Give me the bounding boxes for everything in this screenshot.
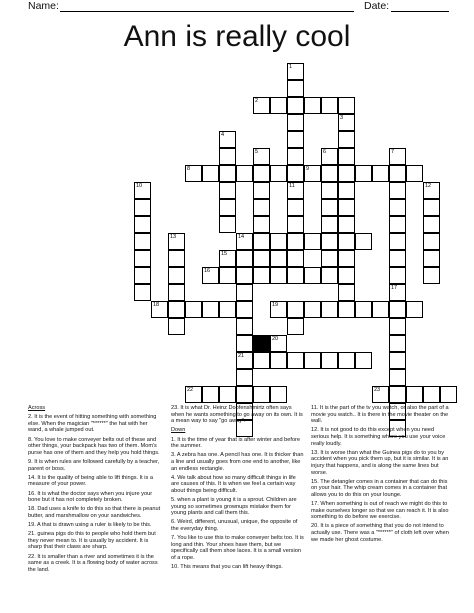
answer-cell[interactable] bbox=[253, 165, 270, 182]
answer-cell[interactable] bbox=[372, 386, 389, 403]
clue-text: 13. It is worse than what the Guinea pigs do to you by accident when you pick them up, but it is similar. It is an injury that happens, and is along the same lines but worse. bbox=[311, 449, 449, 476]
answer-cell[interactable] bbox=[389, 199, 406, 216]
answer-cell[interactable] bbox=[134, 216, 151, 233]
answer-cell[interactable] bbox=[219, 131, 236, 148]
answer-cell[interactable] bbox=[168, 284, 185, 301]
clue-text: 16. It is what the doctor says when you injure your bone but it has not completely broken. bbox=[28, 490, 153, 504]
clue-number: 5 bbox=[255, 149, 259, 155]
answer-cell[interactable] bbox=[372, 165, 389, 182]
answer-cell[interactable] bbox=[321, 233, 338, 250]
answer-cell[interactable] bbox=[270, 267, 287, 284]
answer-cell[interactable] bbox=[270, 165, 287, 182]
answer-cell[interactable] bbox=[287, 352, 304, 369]
answer-cell[interactable] bbox=[236, 267, 253, 284]
answer-cell[interactable] bbox=[219, 148, 236, 165]
answer-cell[interactable] bbox=[253, 97, 270, 114]
answer-cell[interactable] bbox=[304, 352, 321, 369]
answer-cell[interactable] bbox=[236, 233, 253, 250]
answer-cell[interactable] bbox=[321, 267, 338, 284]
answer-cell[interactable] bbox=[202, 267, 219, 284]
answer-cell[interactable] bbox=[338, 284, 355, 301]
answer-cell[interactable] bbox=[287, 233, 304, 250]
name-label: Name: bbox=[28, 0, 59, 12]
answer-cell[interactable] bbox=[253, 182, 270, 199]
answer-cell[interactable] bbox=[304, 267, 321, 284]
clue-text: 4. We talk about how so many difficult things in life are causes of this. It is when we feel a certain way about things being difficult. bbox=[171, 474, 296, 494]
answer-cell[interactable] bbox=[270, 97, 287, 114]
answer-cell[interactable] bbox=[355, 165, 372, 182]
clue-text: 11. It is the part of the tv you watch, or also the part of a movie you watch.. It is there in the movie theater on the wall. bbox=[311, 405, 449, 425]
answer-cell[interactable] bbox=[304, 165, 321, 182]
answer-cell[interactable] bbox=[321, 250, 338, 267]
answer-cell[interactable] bbox=[338, 199, 355, 216]
answer-cell[interactable] bbox=[321, 352, 338, 369]
answer-cell[interactable] bbox=[270, 250, 287, 267]
answer-cell[interactable] bbox=[287, 63, 304, 80]
answer-cell[interactable] bbox=[134, 284, 151, 301]
answer-cell[interactable] bbox=[321, 148, 338, 165]
clue-text: 3. A zebra has one. A pencil has one. It is thicker than a line and usually goes from one end to another, like an endless rectangle. bbox=[171, 452, 304, 472]
answer-cell[interactable] bbox=[423, 216, 440, 233]
answer-cell[interactable] bbox=[304, 97, 321, 114]
answer-cell[interactable] bbox=[151, 301, 168, 318]
clue-number: 18 bbox=[153, 302, 160, 308]
answer-cell[interactable] bbox=[355, 233, 372, 250]
answer-cell[interactable] bbox=[219, 216, 236, 233]
answer-cell[interactable] bbox=[185, 386, 202, 403]
answer-cell[interactable] bbox=[287, 148, 304, 165]
answer-cell[interactable] bbox=[168, 301, 185, 318]
clue-column-3 bbox=[311, 405, 451, 546]
answer-cell[interactable] bbox=[219, 301, 236, 318]
answer-cell[interactable] bbox=[168, 250, 185, 267]
clue-number: 9 bbox=[306, 166, 310, 172]
clue-number: 2 bbox=[255, 98, 259, 104]
answer-cell[interactable] bbox=[287, 301, 304, 318]
clue-number: 16 bbox=[204, 268, 211, 274]
answer-cell[interactable] bbox=[338, 131, 355, 148]
answer-cell[interactable] bbox=[304, 301, 321, 318]
answer-cell[interactable] bbox=[202, 165, 219, 182]
answer-cell[interactable] bbox=[321, 165, 338, 182]
clue-number: 4 bbox=[221, 132, 225, 138]
answer-cell[interactable] bbox=[168, 267, 185, 284]
answer-cell[interactable] bbox=[287, 318, 304, 335]
answer-cell[interactable] bbox=[389, 284, 406, 301]
answer-cell[interactable] bbox=[338, 97, 355, 114]
clue-number: 11 bbox=[289, 183, 295, 189]
answer-cell[interactable] bbox=[389, 216, 406, 233]
answer-cell[interactable] bbox=[168, 233, 185, 250]
answer-cell[interactable] bbox=[321, 216, 338, 233]
clue-text: 17. When something is out of reach we might do this to make ourselves longer so that we can reach it. It is also something to do before we exercise. bbox=[311, 501, 449, 521]
answer-cell[interactable] bbox=[219, 250, 236, 267]
answer-cell[interactable] bbox=[338, 165, 355, 182]
answer-cell[interactable] bbox=[321, 182, 338, 199]
answer-cell[interactable] bbox=[321, 97, 338, 114]
answer-cell[interactable] bbox=[287, 199, 304, 216]
clue-number: 7 bbox=[391, 149, 395, 155]
clue-number: 15 bbox=[221, 251, 228, 257]
clue-text: 19. A that is drawn using a ruler is likely to be this. bbox=[28, 522, 152, 529]
answer-cell[interactable] bbox=[202, 386, 219, 403]
clue-number: 13 bbox=[170, 234, 177, 240]
answer-cell[interactable] bbox=[355, 301, 372, 318]
answer-cell[interactable] bbox=[236, 369, 253, 386]
answer-cell[interactable] bbox=[406, 165, 423, 182]
answer-cell[interactable] bbox=[389, 352, 406, 369]
answer-cell[interactable] bbox=[423, 250, 440, 267]
answer-cell[interactable] bbox=[389, 148, 406, 165]
answer-cell[interactable] bbox=[134, 199, 151, 216]
clue-text: 18. Dad uses a knife to do this so that there is peanut butter, and marshmallow on your sandwiches. bbox=[28, 506, 161, 519]
answer-cell[interactable] bbox=[389, 335, 406, 352]
answer-cell[interactable] bbox=[236, 250, 253, 267]
answer-cell[interactable] bbox=[236, 318, 253, 335]
answer-cell[interactable] bbox=[338, 148, 355, 165]
answer-cell[interactable] bbox=[423, 386, 440, 403]
answer-cell[interactable] bbox=[304, 233, 321, 250]
clue-number: 19 bbox=[272, 302, 279, 308]
answer-cell[interactable] bbox=[440, 386, 457, 403]
answer-cell[interactable] bbox=[389, 267, 406, 284]
clue-number: 8 bbox=[187, 166, 191, 172]
answer-cell[interactable] bbox=[236, 335, 253, 352]
answer-cell[interactable] bbox=[236, 352, 253, 369]
answer-cell[interactable] bbox=[185, 301, 202, 318]
clue-text: 14. It is the quality of being able to lift things. It is a measure of your power. bbox=[28, 474, 153, 488]
clue-column-2 bbox=[171, 405, 305, 573]
clue-text: 10. This means that you can lift heavy things. bbox=[171, 564, 283, 571]
clue-number: 10 bbox=[136, 183, 143, 189]
answer-cell[interactable] bbox=[389, 301, 406, 318]
answer-cell[interactable] bbox=[236, 165, 253, 182]
answer-cell[interactable] bbox=[270, 352, 287, 369]
clue-text: 15. The detangler comes in a container that can do this on your hair. The whip cream comes in a container that allows you to do this on your lounge. bbox=[311, 478, 448, 498]
answer-cell[interactable] bbox=[287, 114, 304, 131]
answer-cell[interactable] bbox=[321, 301, 338, 318]
answer-cell[interactable] bbox=[270, 301, 287, 318]
answer-cell[interactable] bbox=[185, 165, 202, 182]
answer-cell[interactable] bbox=[219, 182, 236, 199]
clue-number: 20 bbox=[272, 336, 279, 342]
clue-column-1 bbox=[28, 405, 162, 576]
clue-number: 23 bbox=[374, 387, 381, 393]
answer-cell[interactable] bbox=[202, 301, 219, 318]
answer-cell[interactable] bbox=[287, 267, 304, 284]
answer-cell[interactable] bbox=[338, 114, 355, 131]
answer-cell[interactable] bbox=[338, 352, 355, 369]
clue-number: 12 bbox=[425, 183, 432, 189]
clue-section-heading: Down bbox=[171, 427, 186, 434]
answer-cell[interactable] bbox=[338, 216, 355, 233]
answer-cell[interactable] bbox=[338, 250, 355, 267]
answer-cell[interactable] bbox=[236, 301, 253, 318]
answer-cell[interactable] bbox=[389, 386, 406, 403]
answer-cell[interactable] bbox=[389, 182, 406, 199]
answer-cell[interactable] bbox=[389, 318, 406, 335]
answer-cell[interactable] bbox=[287, 131, 304, 148]
clue-text: 20. It is a piece of something that you do not intend to actually use. There was a "******" of cloth left over when we made her ghost costume. bbox=[311, 523, 449, 543]
answer-cell[interactable] bbox=[423, 199, 440, 216]
answer-cell[interactable] bbox=[253, 250, 270, 267]
answer-cell[interactable] bbox=[134, 250, 151, 267]
answer-cell[interactable] bbox=[168, 318, 185, 335]
answer-cell[interactable] bbox=[423, 233, 440, 250]
clue-number: 3 bbox=[340, 115, 344, 121]
answer-cell[interactable] bbox=[253, 233, 270, 250]
clue-text: 6. Weird, different, unusual, unique, the opposite of the everyday thing. bbox=[171, 519, 298, 533]
answer-cell[interactable] bbox=[253, 216, 270, 233]
answer-cell[interactable] bbox=[287, 80, 304, 97]
clue-number: 22 bbox=[187, 387, 194, 393]
clue-text: 9. It is when rules are followed carefully by a teacher, parent or boss. bbox=[28, 458, 160, 472]
clue-text: 1. It is the time of year that is after winter and before the summer. bbox=[171, 436, 301, 450]
answer-cell[interactable] bbox=[253, 352, 270, 369]
clue-text: 21. guinea pigs do this to people who hold them but they never mean to. It is usually by accident. It is sharp that their claws are sharp. bbox=[28, 531, 156, 551]
clue-text: 23. It is what Dr. Heinz Doofenshmirtz often says when he wants something to go away on its own. It is a mean way to say "go away". bbox=[171, 405, 303, 425]
answer-cell[interactable] bbox=[134, 233, 151, 250]
clue-text: 22. It is smaller than a river and sometimes it is the same as a creek. It is a flowing body of water across the land. bbox=[28, 553, 158, 573]
clue-text: 8. You love to make conveyer belts out of these and other things, your backpack has two of them. Mom's purse has one of them and they help you hold things. bbox=[28, 436, 160, 456]
answer-cell[interactable] bbox=[338, 233, 355, 250]
answer-cell[interactable] bbox=[372, 301, 389, 318]
clue-number: 21 bbox=[238, 353, 245, 359]
clue-text: 5. when a plant is young it is a sprout. Children are young so sometimes grownups mistake them for young plants and call them this. bbox=[171, 497, 297, 517]
answer-cell[interactable] bbox=[287, 97, 304, 114]
clue-number: 14 bbox=[238, 234, 245, 240]
answer-cell[interactable] bbox=[253, 148, 270, 165]
clue-section-heading: Across bbox=[28, 405, 46, 411]
answer-cell[interactable] bbox=[389, 369, 406, 386]
answer-cell[interactable] bbox=[253, 267, 270, 284]
answer-cell[interactable] bbox=[219, 199, 236, 216]
answer-cell[interactable] bbox=[287, 182, 304, 199]
answer-cell[interactable] bbox=[134, 267, 151, 284]
answer-cell[interactable] bbox=[270, 386, 287, 403]
clue-number: 6 bbox=[323, 149, 327, 155]
clue-number: 1 bbox=[289, 64, 293, 70]
answer-cell[interactable] bbox=[389, 165, 406, 182]
date-label: Date: bbox=[364, 0, 390, 12]
answer-cell[interactable] bbox=[321, 199, 338, 216]
answer-cell[interactable] bbox=[253, 199, 270, 216]
answer-cell[interactable] bbox=[219, 165, 236, 182]
clue-number: 17 bbox=[391, 285, 398, 291]
answer-cell[interactable] bbox=[355, 352, 372, 369]
clue-text: 2. It is the event of hitting something with something else. When the magician "******" the hat with her wand, a whale jumped out. bbox=[28, 414, 157, 434]
answer-cell[interactable] bbox=[253, 386, 270, 403]
answer-cell[interactable] bbox=[287, 165, 304, 182]
answer-cell[interactable] bbox=[219, 267, 236, 284]
answer-cell[interactable] bbox=[423, 182, 440, 199]
answer-cell[interactable] bbox=[406, 301, 423, 318]
answer-cell[interactable] bbox=[389, 233, 406, 250]
answer-cell[interactable] bbox=[236, 386, 253, 403]
answer-cell[interactable] bbox=[406, 386, 423, 403]
answer-cell[interactable] bbox=[219, 386, 236, 403]
answer-cell[interactable] bbox=[389, 250, 406, 267]
answer-cell[interactable] bbox=[270, 335, 287, 352]
puzzle-title: Ann is really cool bbox=[123, 20, 351, 53]
answer-cell[interactable] bbox=[338, 267, 355, 284]
answer-cell[interactable] bbox=[270, 233, 287, 250]
clue-text: 7. You like to use this to make conveyer belts too. It is long and thin. Your shoes have them, but we specifically call them shoe laces. It is a small version of a rope. bbox=[171, 535, 304, 562]
black-square bbox=[253, 335, 270, 352]
answer-cell[interactable] bbox=[287, 216, 304, 233]
answer-cell[interactable] bbox=[287, 250, 304, 267]
answer-cell[interactable] bbox=[338, 182, 355, 199]
clue-text: 12. It is not good to do this except when you need serious help. It is something where you use your voice really loudly. bbox=[311, 427, 446, 447]
answer-cell[interactable] bbox=[134, 182, 151, 199]
answer-cell[interactable] bbox=[338, 301, 355, 318]
answer-cell[interactable] bbox=[236, 284, 253, 301]
answer-cell[interactable] bbox=[423, 267, 440, 284]
